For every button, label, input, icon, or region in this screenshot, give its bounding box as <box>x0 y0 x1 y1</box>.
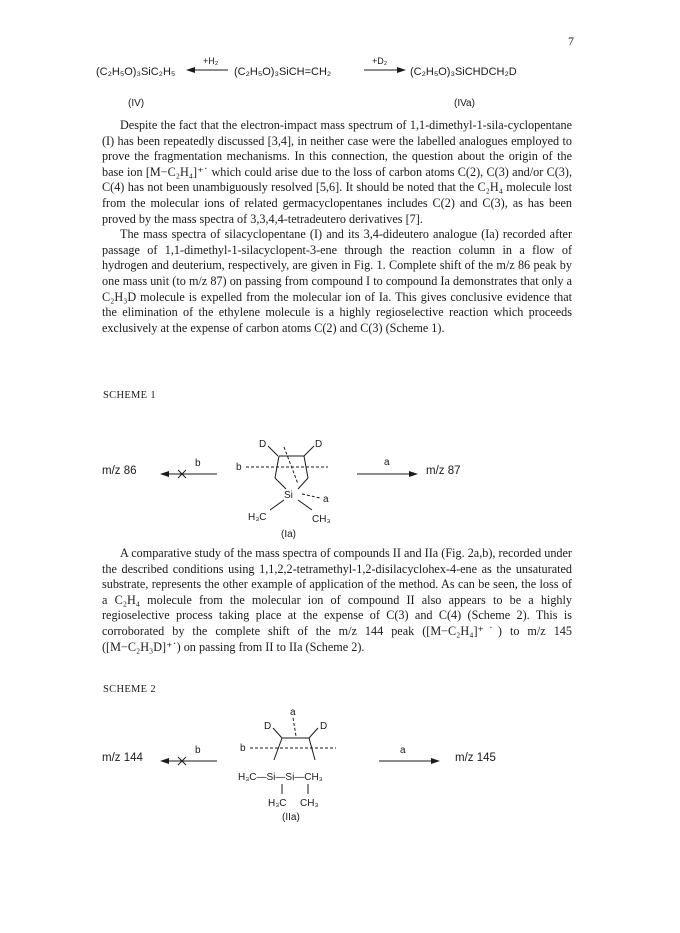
s1-deuterium-right: D <box>315 439 323 450</box>
s1-methyl-right: CH₃ <box>312 514 331 525</box>
compound-label-iva: (IVa) <box>454 98 475 109</box>
scheme-2-forward-arrow <box>378 755 440 767</box>
scheme-2-path-b: b <box>195 745 201 756</box>
s2-disilane-row: H₃C—Si—Si—CH₃ <box>238 772 323 783</box>
paragraph-1: Despite the fact that the electron-impact mass spectrum of 1,1-dimethyl-1-sila-cyclopentane (I) has been repeatedly discussed [3,4], in neither case were the labelled analogues employed to prove the fragmentation mechanisms. In this connection, the question about the origin of the base ion [M−C₂H₄]⁺˙ which could arise due to the loss of carbon atoms C(2), C(3) and/or C(3), C(4) has not been unambiguously resolved [5,6]. It should be noted that the C₂H₄ molecule lost from the molecular ions of related germacyclopentanes includes C(2) and C(3), as has been proved by the mass spectra of 3,3,4,4-tetradeutero derivatives [7]. <box>102 118 572 226</box>
ethyl-silane-formula: (C₂H₅O)₃SiC₂H₅ <box>96 66 176 78</box>
s2-methyl-bottom-left: H₃C <box>268 798 287 809</box>
s2-deuterium-left: D <box>264 721 272 732</box>
scheme-2-structure <box>224 708 364 820</box>
scheme-2-blocked-arrow <box>160 755 218 767</box>
s2-deuterium-right: D <box>320 721 328 732</box>
paragraph-3: A comparative study of the mass spectra of compounds II and IIa (Fig. 2a,b), recorded under the described conditions using 1,1,2,2-tetramethyl-1,2-disilacyclohex-4-ene as the unsaturated substrate, represents the other example of application of the method. As can be seen, the loss of a C₂H₄ molecule from the molecular ion of compound II also appears to be a highly regioselective process taking place at the expense of C(3) and C(4) (Scheme 2). This is corroborated by the complete shift of the m/z 144 peak ([M−C₂H₄]⁺˙) to m/z 145 ([M−C₂H₃D]⁺˙) on passing from II to IIa (Scheme 2). <box>102 546 572 654</box>
scheme-1-structure <box>226 434 356 526</box>
scheme-1-path-b: b <box>195 458 201 469</box>
s1-silicon: Si <box>284 490 293 501</box>
s1-bond-b: b <box>236 462 242 473</box>
scheme-1-right-mz: m/z 87 <box>426 465 461 477</box>
scheme-1-path-a: a <box>384 457 390 468</box>
s1-bond-a: a <box>323 494 329 505</box>
s1-deuterium-left: D <box>259 439 267 450</box>
scheme-2-path-a: a <box>400 745 406 756</box>
scheme-1-blocked-arrow <box>160 468 218 480</box>
deuterium-reagent: +D₂ <box>372 56 388 66</box>
hydrogen-reagent: +H₂ <box>203 56 219 66</box>
main-text-block <box>102 118 572 336</box>
scheme-1-left-mz: m/z 86 <box>102 465 137 477</box>
page-number: 7 <box>568 34 574 48</box>
deuterated-silane-formula: (C₂H₅O)₃SiCHDCH₂D <box>410 66 517 78</box>
s2-methyl-bottom-right: CH₃ <box>300 798 319 809</box>
vinyl-silane-formula: (C₂H₅O)₃SiCH=CH₂ <box>234 66 332 78</box>
scheme-2-compound-label: (IIa) <box>282 812 300 823</box>
scheme-2-title: SCHEME 2 <box>103 684 156 695</box>
s2-top-bond-a: a <box>290 708 296 718</box>
scheme-2-right-mz: m/z 145 <box>455 752 496 764</box>
right-reaction-arrow <box>362 64 406 76</box>
s1-methyl-left: H₃C <box>248 512 267 523</box>
comparative-study-block <box>102 546 572 655</box>
left-reaction-arrow <box>186 64 230 76</box>
scheme-2-left-mz: m/z 144 <box>102 752 143 764</box>
scheme-1-title: SCHEME 1 <box>103 390 156 401</box>
paragraph-2: The mass spectra of silacyclopentane (I) and its 3,4-dideutero analogue (Ia) recorded after passage of 1,1-dimethyl-1-silacyclopent-3-ene through the reaction column in a flow of hydrogen and deuterium, respectively, are given in Fig. 1. Complete shift of the m/z 86 peak by one mass unit (to m/z 87) on passing from compound I to compound Ia demonstrates that only a C₂H₃D molecule is expelled from the molecular ion of Ia. This gives conclusive evidence that the elimination of the ethylene molecule is a highly regioselective reaction which proceeds exclusively at the expense of carbon atoms C(2) and C(3) (Scheme 1). <box>102 227 572 335</box>
scheme-1-compound-label: (Ia) <box>281 529 296 540</box>
s2-bond-b: b <box>240 743 246 754</box>
scheme-1-forward-arrow <box>356 468 418 480</box>
compound-label-iv: (IV) <box>128 98 145 109</box>
